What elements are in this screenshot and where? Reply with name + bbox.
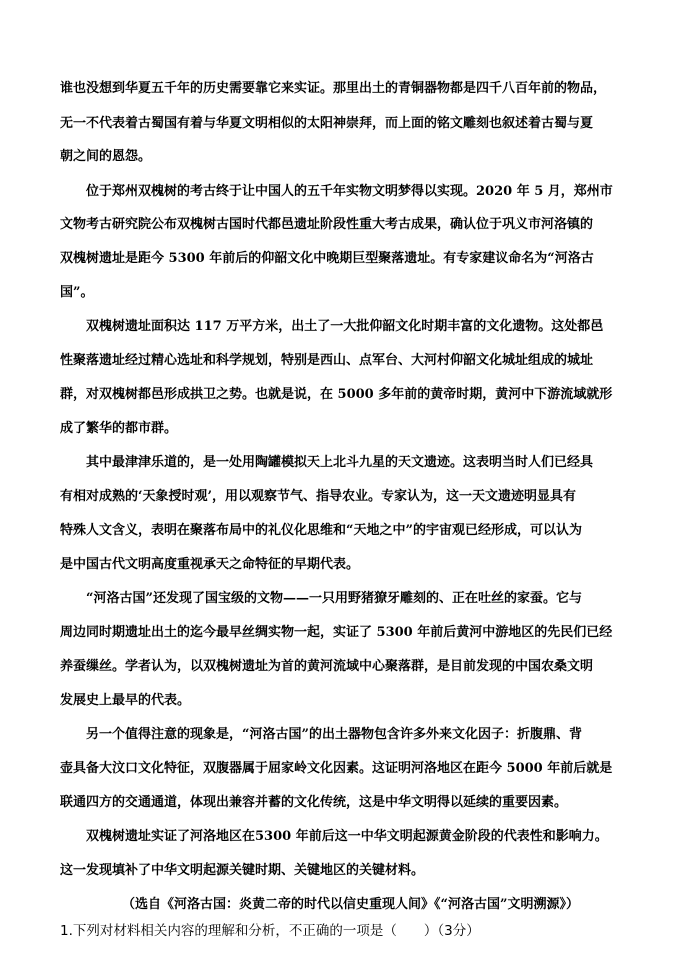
source-citation: （选自《河洛古国：炎黄二帝的时代以信史重现人间》《“河洛古国”文明溯源》） xyxy=(122,897,579,912)
paragraph-line: 朝之间的恩怨。 xyxy=(60,149,152,164)
paragraph-line: 国”。 xyxy=(60,285,94,300)
paragraph-line: 性聚落遗址经过精心选址和科学规划，特别是西山、点军台、大河村仰韶文化城址组成的城址 xyxy=(60,353,594,368)
paragraph-line: 谁也没想到华夏五千年的历史需要靠它来实证。那里出土的青铜器物都是四千八百年前的物品， xyxy=(60,81,607,96)
paragraph-line: “河洛古国”还发现了国宝级的文物——一只用野猪獠牙雕刻的、正在吐丝的家蚕。它与 xyxy=(86,591,582,606)
paragraph-line: 特殊人文含义，表明在聚落布局中的礼仪化思维和“天地之中”的宇宙观已经形成，可以认为 xyxy=(60,523,582,538)
paragraph-line: 另一个值得注意的现象是，“河洛古国”的出土器物包含许多外来文化因子：折腹鼎、背 xyxy=(86,727,582,742)
question-text: 1.下列对材料相关内容的理解和分析，不正确的一项是（ ）（3分） xyxy=(60,923,480,939)
paragraph-line: 群，对双槐树都邑形成拱卫之势。也就是说，在 5000 多年前的黄帝时期，黄河中下游流域就形 xyxy=(60,387,613,402)
paragraph-line: 双槐树遗址是距今 5300 年前后的仰韶文化中晚期巨型聚落遗址。有专家建议命名为“河洛古 xyxy=(60,251,594,266)
paragraph-line: 是中国古代文明高度重视承天之命特征的早期代表。 xyxy=(60,557,360,572)
paragraph-line: 文物考古研究院公布双槐树古国时代都邑遗址阶段性重大考古成果，确认位于巩义市河洛镇的 xyxy=(60,217,594,232)
paragraph-line: 有相对成熟的‘天象授时观’，用以观察节气、指导农业。专家认为，这一天文遗迹明显具有 xyxy=(60,489,577,504)
paragraph-line: 发展史上最早的代表。 xyxy=(60,693,191,708)
paragraph-line: 联通四方的交通通道，体现出兼容并蓄的文化传统，这是中华文明得以延续的重要因素。 xyxy=(60,795,568,810)
paragraph-line: 这一发现填补了中华文明起源关键时期、关键地区的关键材料。 xyxy=(60,863,425,878)
paragraph-line: 周边同时期遗址出土的迄今最早丝绸实物一起，实证了 5300 年前后黄河中游地区的先民们已经 xyxy=(60,625,613,640)
paragraph-line: 双槐树遗址面积达 117 万平方米，出土了一大批仰韶文化时期丰富的文化遗物。这处都邑 xyxy=(86,319,604,334)
paragraph-line: 位于郑州双槐树的考古终于让中国人的五千年实物文明梦得以实现。2020 年 5 月，郑州市 xyxy=(86,184,613,199)
paragraph-line: 成了繁华的都市群。 xyxy=(60,421,178,436)
paragraph-line: 双槐树遗址实证了河洛地区在5300 年前后这一中华文明起源黄金阶段的代表性和影响力。 xyxy=(86,829,608,844)
paragraph-line: 壶具备大汶口文化特征，双腹器属于屈家岭文化因素。这证明河洛地区在距今 5000 年前后就是 xyxy=(60,761,613,776)
paragraph-line: 无一不代表着古蜀国有着与华夏文明相似的太阳神崇拜，而上面的铭文雕刻也叙述着古蜀与夏 xyxy=(60,116,594,131)
paragraph-line: 其中最津津乐道的，是一处用陶罐模拟天上北斗九星的天文遗迹。这表明当时人们已经具 xyxy=(86,455,594,470)
paragraph-line: 养蚕缫丝。学者认为，以双槐树遗址为首的黄河流域中心聚落群，是目前发现的中国农桑文明 xyxy=(60,659,594,674)
